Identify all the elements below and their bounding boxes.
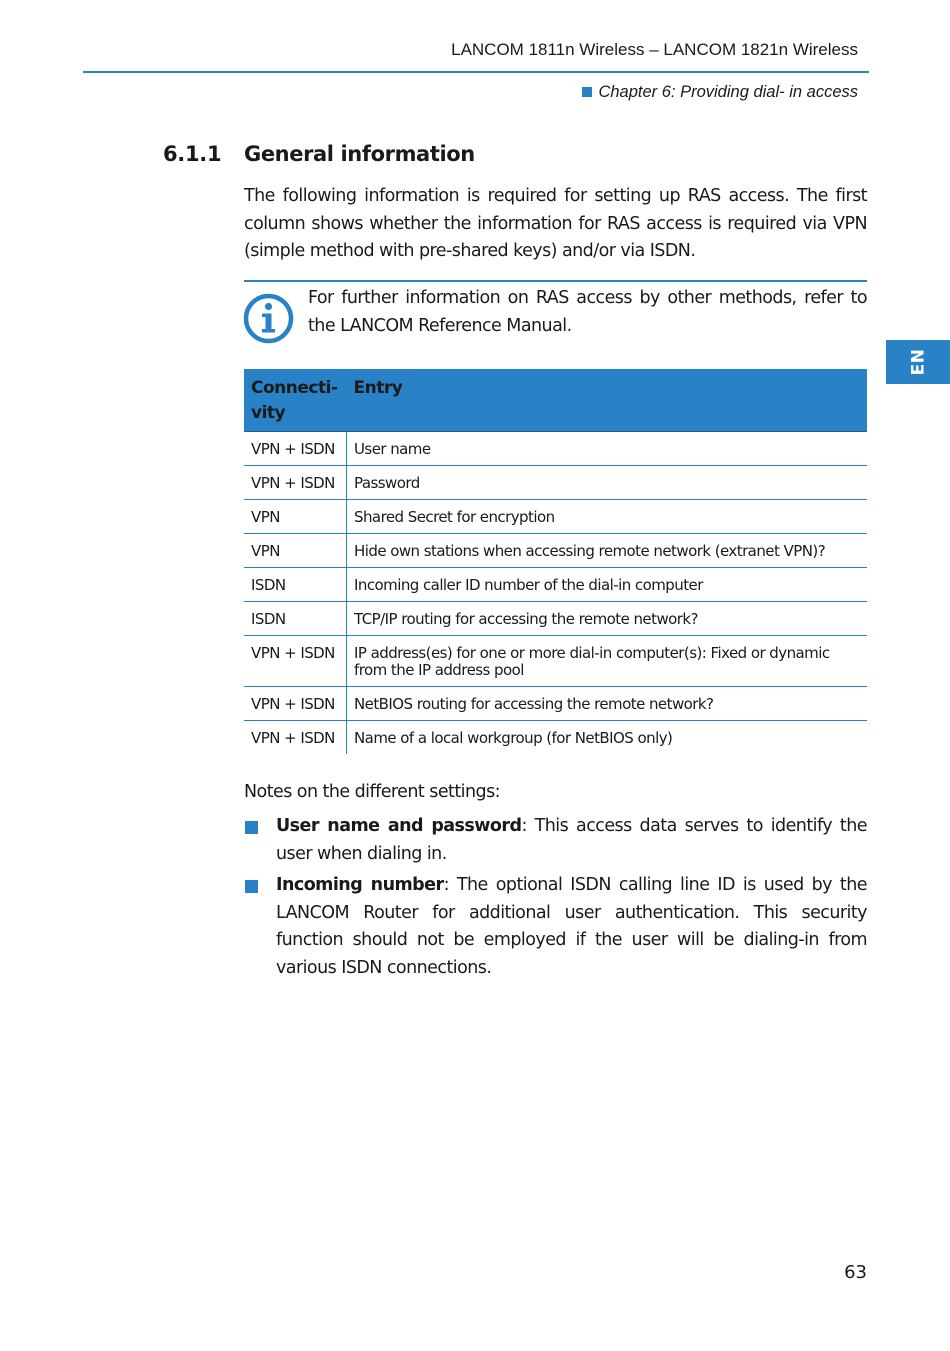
note-text: : The optional ISDN calling line ID is used by the LANCOM Router for additional user authentication. This security function should not be employed if the user will be dialing-in from various ISDN connections. xyxy=(276,875,867,978)
table-row xyxy=(244,466,867,500)
bullet-square-icon xyxy=(245,821,258,834)
chapter-square-icon xyxy=(582,87,592,97)
notes-intro: Notes on the different settings: xyxy=(244,782,500,802)
ras-requirements-table xyxy=(244,369,867,754)
entry-cell: Incoming caller ID number of the dial-in computer xyxy=(347,568,868,602)
chapter-label: Chapter 6: Providing dial- in access xyxy=(598,83,858,101)
table-row xyxy=(244,602,867,636)
section-title: General information xyxy=(244,142,475,166)
table-row xyxy=(244,500,867,534)
entry-cell: User name xyxy=(347,432,868,466)
table-row xyxy=(244,636,867,687)
running-header-title: LANCOM 1811n Wireless – LANCOM 1821n Wireless xyxy=(451,40,858,59)
info-rule xyxy=(244,280,867,282)
table-row xyxy=(244,568,867,602)
entry-cell: IP address(es) for one or more dial-in computer(s): Fixed or dynamic from the IP address pool xyxy=(347,636,868,687)
list-item xyxy=(244,872,867,982)
entry-cell: NetBIOS routing for accessing the remote network? xyxy=(347,687,868,721)
connectivity-cell: ISDN xyxy=(244,602,347,636)
connectivity-cell: VPN + ISDN xyxy=(244,687,347,721)
entry-cell: Hide own stations when accessing remote network (extranet VPN)? xyxy=(347,534,868,568)
table-header-row xyxy=(244,369,867,432)
intro-paragraph: The following information is required for setting up RAS access. The first column shows whether the information for RAS access is required via VPN (simple method with pre-shared keys) and/or via ISDN. xyxy=(244,186,867,261)
language-tab xyxy=(886,340,950,384)
note-text: : This access data serves to identify the user when dialing in. xyxy=(276,816,867,864)
connectivity-cell: ISDN xyxy=(244,568,347,602)
connectivity-cell: VPN + ISDN xyxy=(244,432,347,466)
note-term: Incoming number xyxy=(276,875,444,895)
connectivity-cell: VPN + ISDN xyxy=(244,721,347,755)
connectivity-cell: VPN xyxy=(244,534,347,568)
header-rule xyxy=(83,71,869,73)
section-number: 6.1.1 xyxy=(163,142,222,166)
info-text: For further information on RAS access by other methods, refer to the LANCOM Reference Manual. xyxy=(308,288,867,336)
notes-list xyxy=(244,813,867,986)
connectivity-cell: VPN + ISDN xyxy=(244,466,347,500)
note-term: User name and password xyxy=(276,816,522,836)
info-icon xyxy=(243,293,294,344)
bullet-square-icon xyxy=(245,880,258,893)
table-row xyxy=(244,432,867,466)
list-item xyxy=(244,813,867,868)
connectivity-cell: VPN + ISDN xyxy=(244,636,347,687)
entry-cell: Password xyxy=(347,466,868,500)
column-header-connectivity: Connecti- vity xyxy=(244,369,347,432)
table-row xyxy=(244,721,867,755)
running-header-chapter xyxy=(582,83,858,102)
table-row xyxy=(244,534,867,568)
page-number: 63 xyxy=(844,1262,867,1283)
entry-cell: TCP/IP routing for accessing the remote network? xyxy=(347,602,868,636)
table-row xyxy=(244,687,867,721)
entry-cell: Shared Secret for encryption xyxy=(347,500,868,534)
entry-cell: Name of a local workgroup (for NetBIOS only) xyxy=(354,729,673,747)
column-header-entry: Entry xyxy=(347,369,868,432)
connectivity-cell: VPN xyxy=(244,500,347,534)
language-tab-label: EN xyxy=(908,348,928,376)
